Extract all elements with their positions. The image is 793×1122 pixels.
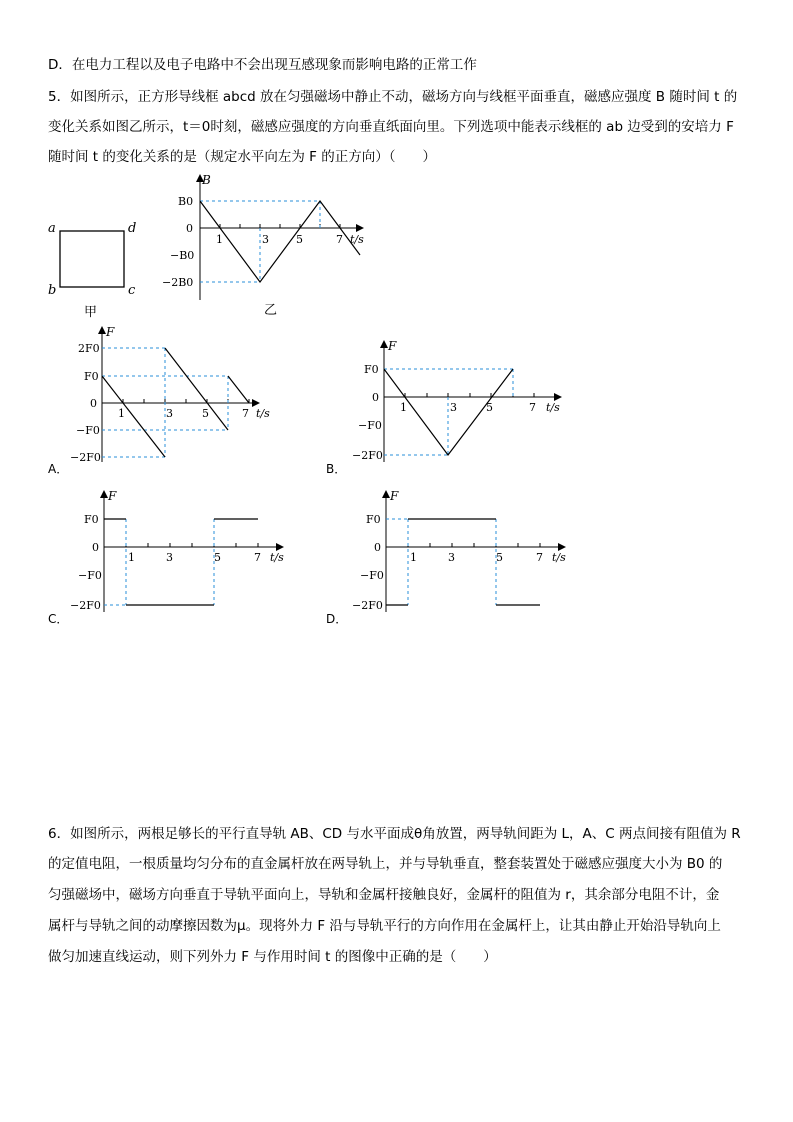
d-xtick-3: 3 (448, 551, 455, 564)
corner-d: d (128, 221, 137, 236)
a-tick-neg-f0: −F0 (76, 424, 100, 437)
yi-xtick-1: 1 (216, 233, 223, 246)
d-tick-0: 0 (374, 541, 381, 554)
d-xlabel: t/s (552, 551, 566, 564)
a-ylabel: F (106, 326, 115, 339)
corner-a: a (48, 221, 56, 236)
q4-option-d: D．在电力工程以及电子电路中不会出现互感现象而影响电路的正常工作 (48, 57, 477, 73)
option-b-graph[interactable] (352, 340, 572, 466)
corner-b: b (48, 283, 57, 298)
option-d-graph[interactable] (352, 490, 572, 616)
a-tick-f0: F0 (84, 370, 99, 383)
b-tick-neg-2f0: −2F0 (352, 449, 383, 462)
yi-xtick-3: 3 (262, 233, 269, 246)
option-b-label[interactable]: B． (326, 462, 347, 476)
q6-stem-line-1: 6．如图所示，两根足够长的平行直导轨 AB、CD 与水平面成θ角放置，两导轨间距为 L，A、C 两点间接有阻值为 R (48, 826, 741, 842)
q6-stem-line-3: 匀强磁场中，磁场方向垂直于导轨平面向上，导轨和金属杆接触良好，金属杆的阻值为 r，其余部分电阻不计，金 (48, 887, 720, 903)
a-xtick-1: 1 (118, 407, 125, 420)
option-d-label[interactable]: D． (326, 612, 348, 626)
d-xtick-5: 5 (496, 551, 503, 564)
c-tick-neg-f0: −F0 (78, 569, 102, 582)
a-xtick-7: 7 (242, 407, 249, 420)
c-xtick-3: 3 (166, 551, 173, 564)
c-tick-0: 0 (92, 541, 99, 554)
yi-xtick-7: 7 (336, 233, 343, 246)
d-tick-f0: F0 (366, 513, 381, 526)
b-ylabel: F (388, 340, 397, 353)
caption-yi: 乙 (264, 303, 278, 318)
b-xtick-3: 3 (450, 401, 457, 414)
q5-stem-line-1: 5．如图所示，正方形导线框 abcd 放在匀强磁场中静止不动，磁场方向与线框平面垂直，磁感应强度 B 随时间 t 的 (48, 89, 738, 105)
figure-yi (160, 172, 380, 322)
d-xtick-7: 7 (536, 551, 543, 564)
b-xtick-1: 1 (400, 401, 407, 414)
yi-tick-0: 0 (186, 222, 193, 235)
option-c-graph[interactable] (70, 490, 290, 616)
yi-tick-neg-b0: −B0 (170, 249, 195, 262)
q6-stem-line-2: 的定值电阻，一根质量均匀分布的直金属杆放在两导轨上，并与导轨垂直，整套装置处于磁感应强度大小为 B0 的 (48, 856, 723, 872)
figure-jia (40, 212, 150, 322)
square-loop (60, 231, 124, 287)
q5-stem-line-2: 变化关系如图乙所示，t＝0时刻，磁感应强度的方向垂直纸面向里。下列选项中能表示线框的 ab 边受到的安培力 F (48, 119, 734, 135)
d-xtick-1: 1 (410, 551, 417, 564)
c-tick-f0: F0 (84, 513, 99, 526)
option-a-label[interactable]: A． (48, 462, 69, 476)
b-xlabel: t/s (546, 401, 560, 414)
q5-stem-line-3: 随时间 t 的变化关系的是（规定水平向左为 F 的正方向）（ ） (48, 149, 436, 165)
option-c-label[interactable]: C． (48, 612, 69, 626)
a-tick-neg-2f0: −2F0 (70, 451, 101, 464)
yi-tick-b0: B0 (178, 195, 194, 208)
q6-stem-line-5: 做匀加速直线运动，则下列外力 F 与作用时间 t 的图像中正确的是（ ） (48, 949, 497, 965)
option-a-graph[interactable] (70, 326, 280, 466)
q6-stem-line-4: 属杆与导轨之间的动摩擦因数为μ。现将外力 F 沿与导轨平行的方向作用在金属杆上，让其由静止开始沿导轨向上 (48, 918, 721, 934)
a-xtick-3: 3 (166, 407, 173, 420)
yi-tick-neg-2b0: −2B0 (162, 276, 194, 289)
c-xtick-5: 5 (214, 551, 221, 564)
c-xlabel: t/s (270, 551, 284, 564)
c-ylabel: F (108, 490, 117, 503)
c-xtick-1: 1 (128, 551, 135, 564)
c-tick-neg-2f0: −2F0 (70, 599, 101, 612)
b-xtick-5: 5 (486, 401, 493, 414)
b-tick-0: 0 (372, 391, 379, 404)
yi-xlabel: t/s (350, 233, 364, 246)
a-xtick-5: 5 (202, 407, 209, 420)
caption-jia: 甲 (84, 305, 98, 320)
c-xtick-7: 7 (254, 551, 261, 564)
d-tick-neg-f0: −F0 (360, 569, 384, 582)
a-tick-2f0: 2F0 (78, 342, 100, 355)
yi-ylabel: B (202, 173, 211, 187)
b-tick-neg-f0: −F0 (358, 419, 382, 432)
b-xtick-7: 7 (529, 401, 536, 414)
a-xlabel: t/s (256, 407, 270, 420)
corner-c: c (128, 283, 136, 298)
b-tick-f0: F0 (364, 363, 379, 376)
a-tick-0: 0 (90, 397, 97, 410)
yi-xtick-5: 5 (296, 233, 303, 246)
d-ylabel: F (390, 490, 399, 503)
d-tick-neg-2f0: −2F0 (352, 599, 383, 612)
